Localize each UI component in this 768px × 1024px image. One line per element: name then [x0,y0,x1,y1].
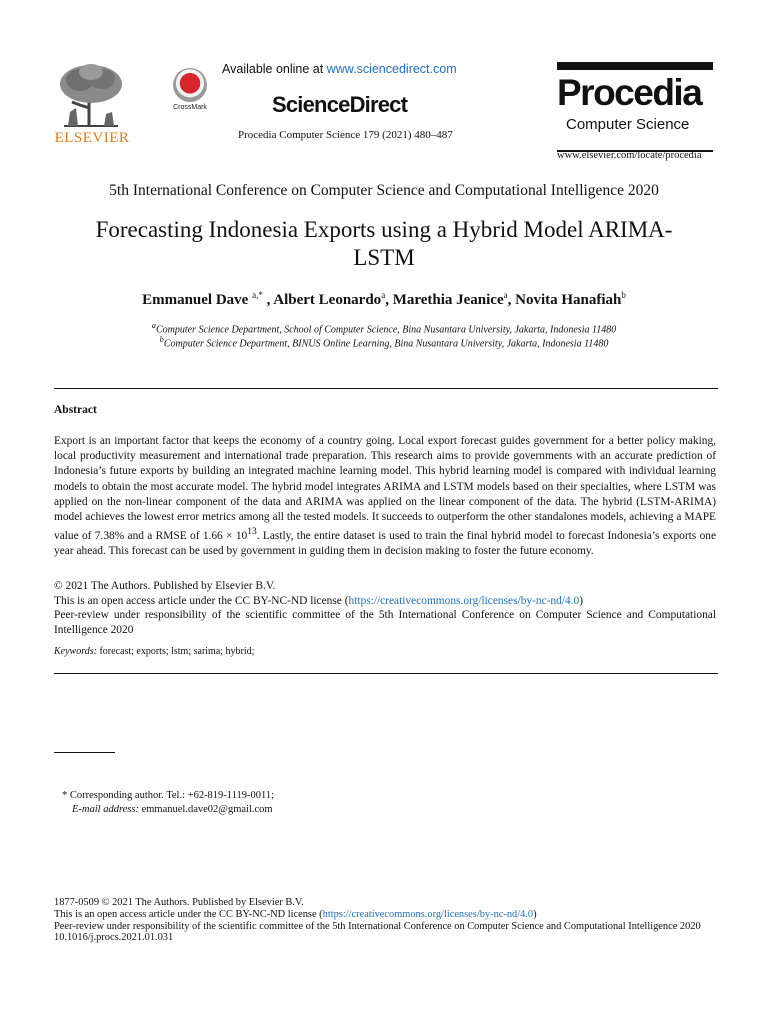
affiliation [0,335,768,349]
abstract-text [54,434,716,559]
conference-name: 5th International Conference on Computer Science and Computational Intelligence 2020 [109,182,659,199]
author-separator: , [385,292,393,308]
affiliation-text: Computer Science Department, School of Computer Science, Bina Nusantara University, Jakarta, Indonesia 11480 [155,324,617,336]
author-list [0,290,768,309]
doi-line[interactable]: 10.1016/j.procs.2021.01.031 [54,932,174,944]
license-prefix: This is an open access article under the CC BY-NC-ND license ( [54,594,349,607]
procedia-logo-title: Procedia [557,72,702,113]
footnote-rule [54,752,115,753]
license-line [54,594,716,609]
corresponding-author-footnote [62,789,274,817]
elsevier-logo [52,62,132,150]
elsevier-tree-icon [56,62,126,128]
author-separator: , [262,292,274,308]
abstract-end: . Lastly, the entire dataset is used to train the final hybrid model to forecast Indonesia’s exports one year ahead. This forecast can be used by government in guiding them in decision making to foster the future economy. [54,530,717,558]
procedia-logo-subtitle: Computer Science [566,116,690,133]
keywords-line [54,646,254,657]
license-suffix: ) [579,594,584,607]
license-suffix: ) [533,908,537,920]
elsevier-wordmark: ELSEVIER [54,130,130,146]
author-affiliation-marker: a [381,290,386,300]
author-name: Albert Leonardo [273,292,382,308]
email-line [62,803,274,817]
license-link[interactable]: https://creativecommons.org/licenses/by-nc-nd/4.0 [322,908,534,920]
affiliation [0,321,768,335]
crossmark-badge[interactable] [166,68,214,120]
sciencedirect-brand: ScienceDirect [272,92,408,117]
page-footer-legal [54,897,716,944]
author-name: Novita Hanafiah [515,292,622,308]
procedia-logo [557,62,713,152]
author-name: Marethia Jeanice [392,292,504,308]
license-line [54,909,716,921]
author-affiliation-marker: b [621,290,626,300]
email-address[interactable]: emmanuel.dave02@gmail.com [138,804,273,815]
affiliation-marker: b [159,335,164,344]
peer-review-line: Peer-review under responsibility of the scientific committee of the 5th International Conference on Computer Science and Computational Intelligence 2020 [54,920,701,932]
journal-reference: Procedia Computer Science 179 (2021) 480–487 [238,129,453,141]
license-prefix: This is an open access article under the CC BY-NC-ND license ( [54,908,323,920]
section-divider [54,388,718,389]
available-online-line [222,62,482,76]
available-prefix: Available online at [222,62,327,76]
abstract-main: Export is an important factor that keeps the economy of a country going. Local export forecast guides government for a better policy making, local productivity measurement and international trade preparation. This research aims to provide governments with an accurate prediction of Indonesia’s future exports by building an integrated machine learning model. This hybrid learning model is compared with individual learning models to obtain the most accurate model. The hybrid model integrates ARIMA and LSTM models based on their specialties, where LSTM was applied on the non-linear component of the data and ARIMA was applied on the linear component of the data. The hybrid (LSTM-ARIMA) model achieves the lowest error metrics among all the tested models. It succeeds to outperform the other standalones models, achieving a MAPE value of 7.38% and a RMSE of 1.66 × 10 [54,435,716,543]
author-separator: , [507,292,516,308]
copyright-line: © 2021 The Authors. Published by Elsevier B.V. [54,580,276,592]
abstract-heading: Abstract [54,404,97,416]
copyright-block [54,579,716,637]
keywords-label: Keywords: [54,646,97,657]
sciencedirect-link[interactable]: www.sciencedirect.com [326,62,457,76]
paper-title: Forecasting Indonesia Exports using a Hybrid Model ARIMA-LSTM [95,217,673,270]
affiliation-marker: a [151,321,156,330]
keywords-text: forecast; exports; lstm; sarima; hybrid; [96,646,255,657]
peer-review-line: Peer-review under responsibility of the scientific committee of the 5th International Conference on Computer Science and Computational Intelligence 2020 [54,609,716,636]
section-divider [54,673,718,674]
journal-url[interactable]: www.elsevier.com/locate/procedia [557,150,702,161]
crossmark-icon [173,68,207,102]
affiliation-text: Computer Science Department, BINUS Online Learning, Bina Nusantara University, Jakarta, Indonesia 11480 [163,338,609,350]
crossmark-label: CrossMark [173,104,207,111]
email-label: E-mail address: [72,804,139,815]
author-affiliation-marker: a,* [252,290,263,300]
abstract-exponent: 13 [247,527,257,538]
author-affiliation-marker: a [503,290,508,300]
author-name: Emmanuel Dave [142,292,253,308]
license-link[interactable]: https://creativecommons.org/licenses/by-nc-nd/4.0 [348,594,580,607]
corresponding-line: * Corresponding author. Tel.: +62-819-1119-0011; [62,790,275,801]
issn-line: 1877-0509 © 2021 The Authors. Published by Elsevier B.V. [54,897,304,908]
